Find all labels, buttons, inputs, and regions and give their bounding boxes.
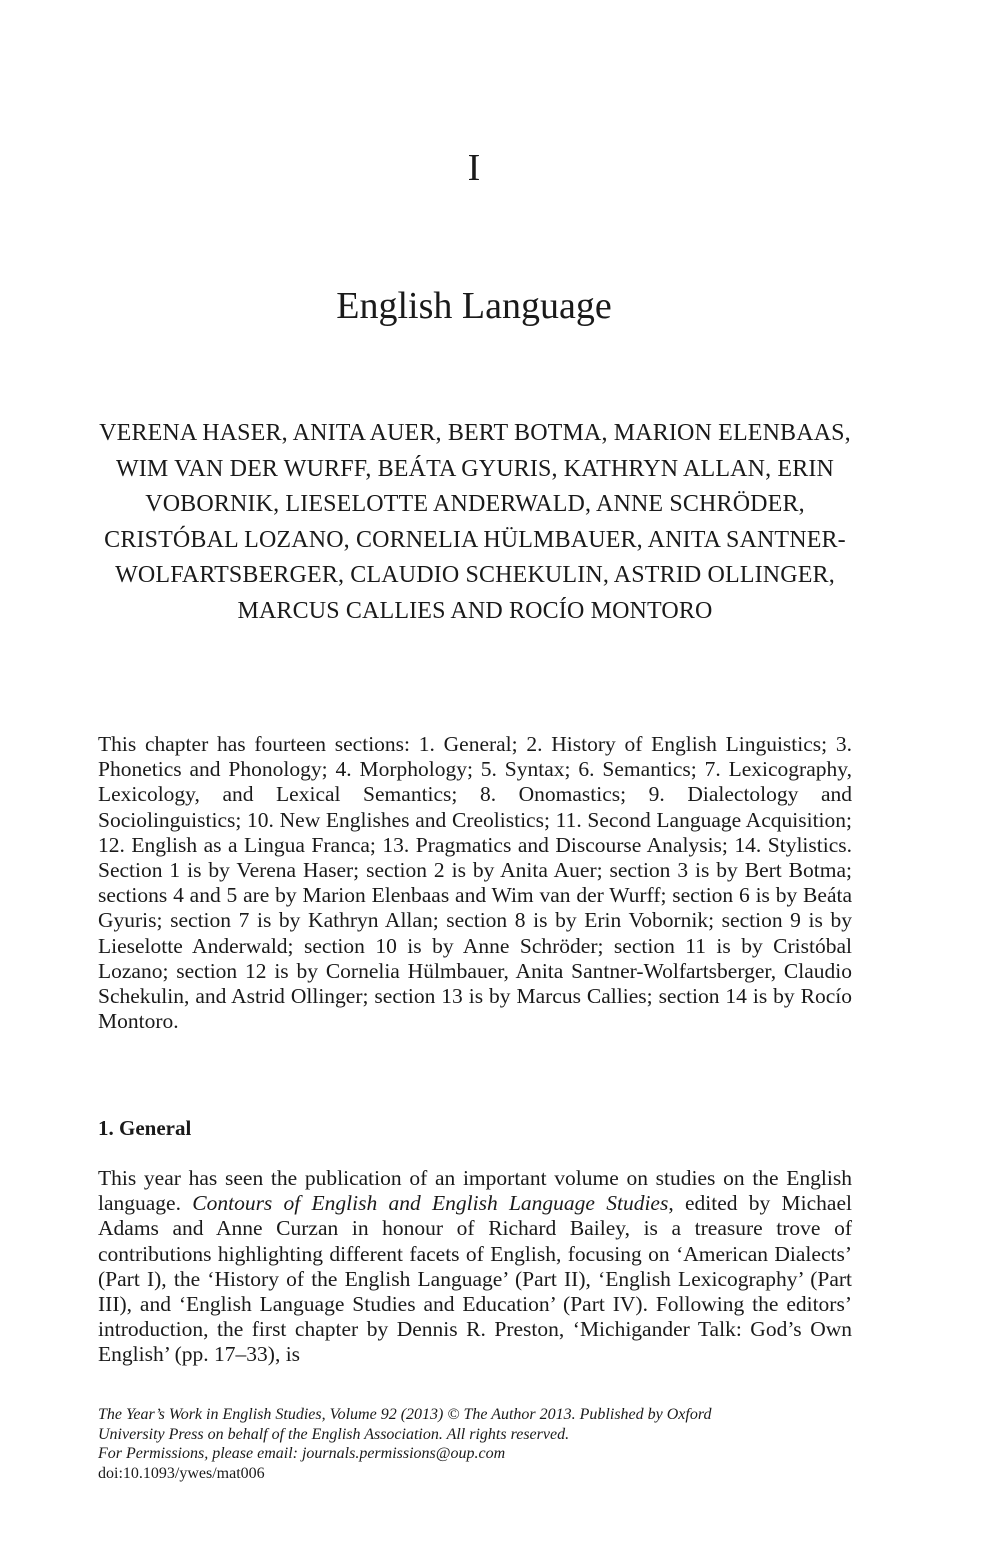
section-body-paragraph (98, 1166, 852, 1368)
footer-citation-line: The Year’s Work in English Studies, Volume 92 (2013) © The Author 2013. Published by Oxford (98, 1406, 712, 1423)
footer-rights-line: University Press on behalf of the English Association. All rights reserved. (98, 1425, 570, 1443)
paragraph-text-continued: , edited by Michael Adams and Anne Curzan in honour of Richard Bailey, is a treasure trove of contributions highlighting different facets of English, focusing on ‘American Dialects’ (Part I), the ‘History of the English Language’ (Part II), ‘English Lexicography’ (Part III), and ‘English Language Studies and Education’ (Part IV). Following the editors’ introduction, the first chapter by Dennis R. Preston, ‘Michigander Talk: God’s Own English’ (pp. 17–33), is (98, 1191, 852, 1367)
chapter-overview-paragraph: This chapter has fourteen sections: 1. General; 2. History of English Linguistics; 3. Phonetics and Phonology; 4. Morphology; 5. Syntax; 6. Semantics; 7. Lexicography, Lexicology, and Lexical Semantics; 8. Onomastics; 9. Dialectology and Sociolinguistics; 10. New Englishes and Creolistics; 11. Second Language Acquisition; 12. English as a Lingua Franca; 13. Pragmatics and Discourse Analysis; 14. Stylistics. Section 1 is by Verena Haser; section 2 is by Anita Auer; section 3 is by Bert Botma; sections 4 and 5 are by Marion Elenbaas and Wim van der Wurff; section 6 is by Beáta Gyuris; section 7 is by Kathryn Allan; section 8 is by Erin Vobornik; section 9 is by Lieselotte Anderwald; section 10 is by Anne Schröder; section 11 is by Cristóbal Lozano; section 12 is by Cornelia Hülmbauer, Anita Santner-Wolfartsberger, Claudio Schekulin, and Astrid Ollinger; section 13 is by Marcus Callies; section 14 is by Rocío Montoro. (98, 732, 852, 1034)
paragraph-text-start: This year has seen the publication of an important volume on studies on the English language. (98, 1166, 852, 1216)
copyright-footer (98, 1405, 858, 1483)
section-heading: 1. General (98, 1116, 192, 1140)
book-title: Contours of English and English Language Studies (192, 1191, 669, 1216)
chapter-number: I (467, 147, 481, 189)
author-list: VERENA HASER, ANITA AUER, BERT BOTMA, MARION ELENBAAS, WIM VAN DER WURFF, BEÁTA GYURIS, KATHRYN ALLAN, ERIN VOBORNIK, LIESELOTTE ANDERWALD, ANNE SCHRÖDER, CRISTÓBAL LOZANO, CORNELIA HÜLMBAUER, ANITA SANTNER-WOLFARTSBERGER, CLAUDIO SCHEKULIN, ASTRID OLLINGER, MARCUS CALLIES AND ROCÍO MONTORO (99, 420, 851, 624)
footer-doi: doi:10.1093/ywes/mat006 (98, 1464, 265, 1482)
footer-permissions-line: For Permissions, please email: journals.permissions@oup.com (98, 1445, 506, 1462)
chapter-title: English Language (336, 285, 612, 327)
